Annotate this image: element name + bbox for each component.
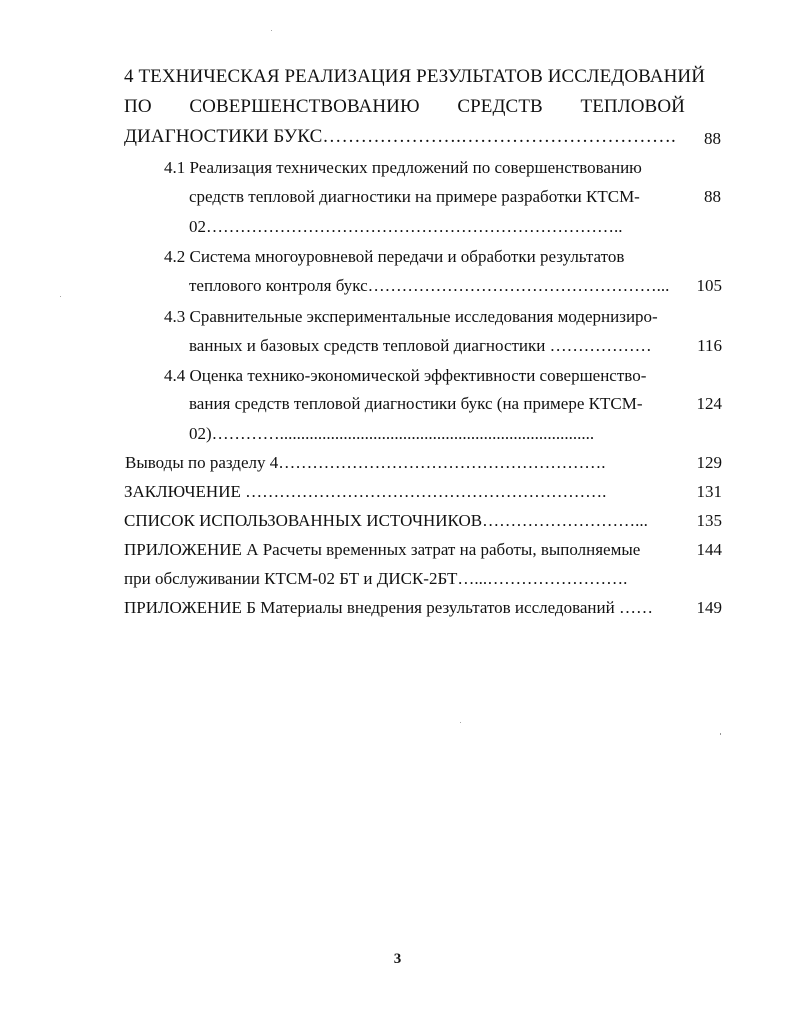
toc-ch4-line2 xyxy=(124,96,685,118)
toc-ch4-word: ТЕПЛОВОЙ xyxy=(580,96,685,117)
scan-speck xyxy=(460,722,461,723)
toc-sources-page: 135 xyxy=(696,511,722,530)
toc-ch4-line3: ДИАГНОСТИКИ БУКС………………….……………………………. xyxy=(124,126,676,147)
toc-appendix-a-line1: ПРИЛОЖЕНИЕ А Расчеты временных затрат на работы, выполняемые xyxy=(124,540,641,559)
toc-sources: СПИСОК ИСПОЛЬЗОВАННЫХ ИСТОЧНИКОВ………………………... xyxy=(124,511,648,530)
toc-ch4-line1: 4 ТЕХНИЧЕСКАЯ РЕАЛИЗАЦИЯ РЕЗУЛЬТАТОВ ИССЛЕДОВАНИЙ xyxy=(124,66,706,87)
toc-conclusion-page: 131 xyxy=(696,482,722,501)
scan-speck xyxy=(720,733,721,735)
toc-s41-page: 88 xyxy=(704,187,721,206)
toc-s41-line3: 02……………………………………………………………….. xyxy=(189,217,623,236)
toc-conclusions4-page: 129 xyxy=(696,453,722,472)
scan-speck xyxy=(60,296,61,297)
toc-appendix-b: ПРИЛОЖЕНИЕ Б Материалы внедрения результатов исследований …… xyxy=(124,598,653,617)
toc-ch4-word: СРЕДСТВ xyxy=(457,96,543,117)
toc-s41-line2: средств тепловой диагностики на примере разработки КТСМ- xyxy=(189,187,640,206)
scan-speck xyxy=(271,30,272,31)
toc-s43-page: 116 xyxy=(697,336,722,355)
toc-appendix-a-line2: при обслуживании КТСМ-02 БТ и ДИСК-2БТ…...……………………. xyxy=(124,569,628,588)
toc-conclusion: ЗАКЛЮЧЕНИЕ ………………………………………………………. xyxy=(124,482,607,501)
toc-s42-line2: теплового контроля букс……………………………………………... xyxy=(189,276,670,295)
toc-appendix-b-page: 149 xyxy=(696,598,722,617)
toc-s42-line1: 4.2 Система многоуровневой передачи и обработки результатов xyxy=(164,247,625,266)
toc-s43-line2: ванных и базовых средств тепловой диагностики ……………… xyxy=(189,336,652,355)
toc-ch4-word: ПО xyxy=(124,96,152,117)
page-number: 3 xyxy=(393,951,402,967)
toc-s44-line2: вания средств тепловой диагностики букс (на примере КТСМ- xyxy=(189,394,643,413)
toc-s44-line1: 4.4 Оценка технико-экономической эффективности совершенство- xyxy=(164,366,647,385)
toc-appendix-a-page: 144 xyxy=(696,540,722,559)
toc-ch4-page: 88 xyxy=(704,129,721,148)
toc-s44-page: 124 xyxy=(696,394,722,413)
toc-s43-line1: 4.3 Сравнительные экспериментальные исследования модернизиро- xyxy=(164,307,658,326)
toc-s44-line3: 02)………….......................................................................... xyxy=(189,424,595,443)
toc-s41-line1: 4.1 Реализация технических предложений по совершенствованию xyxy=(164,158,642,177)
toc-ch4-word: СОВЕРШЕНСТВОВАНИЮ xyxy=(189,96,420,117)
toc-conclusions4: Выводы по разделу 4…………………………………………………. xyxy=(125,453,606,472)
toc-s42-page: 105 xyxy=(696,276,722,295)
